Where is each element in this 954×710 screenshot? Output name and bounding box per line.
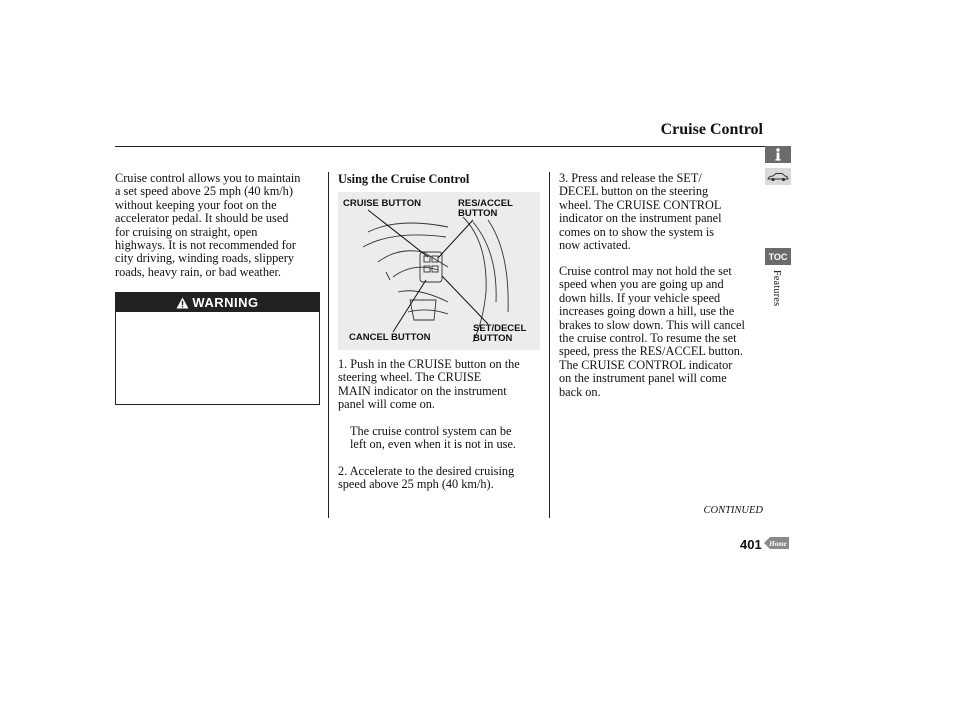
warning-header [116, 293, 319, 312]
intro-paragraph: Cruise control allows you to maintain a set speed above 25 mph (40 km/h) without keeping your foot on the accelerator pedal. It should be used for cruising on straight, open highways. It is not recommended for city driving, winding roads, slippery roads, heavy rain, or bad weather. [115, 171, 301, 279]
page-title: Cruise Control [660, 121, 763, 138]
section-label-features: Features [771, 270, 782, 307]
hills-paragraph: Cruise control may not hold the set speed when you are going up and down hills. If your vehicle speed increases going down a hill, use the brakes to slow down. This will cancel the cruise control. To resume the set speed, press the RES/ACCEL button. The CRUISE CONTROL indicator on the instrument panel will come back on. [559, 264, 745, 399]
warning-label: WARNING [192, 295, 259, 310]
res-accel-button-label: RES/ACCEL BUTTON [458, 198, 513, 219]
continued-label: CONTINUED [703, 505, 763, 516]
step-2: 2. Accelerate to the desired cruising speed above 25 mph (40 km/h). [338, 464, 515, 492]
steering-wheel-figure [338, 192, 540, 350]
home-button-label: Home [769, 540, 787, 548]
toc-tab[interactable]: TOC [765, 248, 791, 265]
page-number: 401 [740, 537, 762, 552]
section-heading: Using the Cruise Control [338, 172, 470, 186]
car-icon [767, 172, 789, 182]
cruise-button-label: CRUISE BUTTON [343, 198, 421, 209]
home-button[interactable] [763, 536, 790, 550]
title-rule [115, 146, 765, 147]
warning-box [115, 292, 320, 405]
cancel-button-label: CANCEL BUTTON [349, 332, 431, 343]
column-divider-2 [549, 172, 550, 518]
column-divider-1 [328, 172, 329, 518]
info-tab[interactable] [765, 146, 791, 163]
info-icon [774, 148, 782, 161]
step-1-note: The cruise control system can be left on, even when it is not in use. [350, 424, 516, 452]
vehicle-tab[interactable] [765, 168, 791, 185]
step-1: 1. Push in the CRUISE button on the steering wheel. The CRUISE MAIN indicator on the instrument panel will come on. [338, 357, 520, 412]
step-3: 3. Press and release the SET/ DECEL button on the steering wheel. The CRUISE CONTROL indicator on the instrument panel comes on to show the system is now activated. [559, 171, 722, 253]
warning-triangle-icon [176, 297, 189, 309]
set-decel-button-label: SET/DECEL BUTTON [473, 323, 527, 344]
